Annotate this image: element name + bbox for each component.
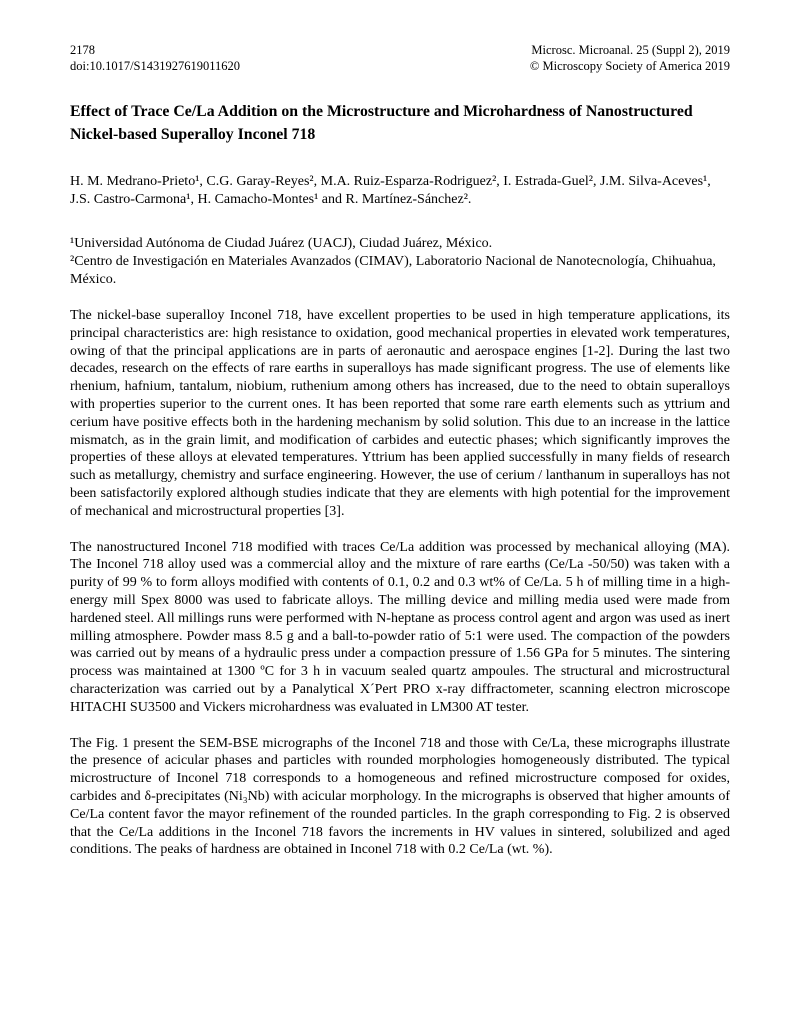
affiliation-1: ¹Universidad Autónoma de Ciudad Juárez (UACJ), Ciudad Juárez, México. [70, 236, 493, 251]
affiliation-2: ²Centro de Investigación en Materiales Avanzados (CIMAV), Laboratorio Nacional de Nanotecnología, Chihuahua, México. [70, 254, 716, 287]
copyright-notice: © Microscopy Society of America 2019 [529, 59, 730, 73]
header-left [70, 42, 240, 74]
paper-title: Effect of Trace Ce/La Addition on the Microstructure and Microhardness of Nanostructured Nickel-based Superalloy Inconel 718 [70, 103, 693, 143]
header-right [530, 42, 730, 74]
doi: doi:10.1017/S1431927619011620 [70, 59, 241, 73]
paragraph-results: The Fig. 1 present the SEM-BSE micrographs of the Inconel 718 and those with Ce/La, these micrographs illustrate the presence of acicular phases and particles with rounded morphologies homogeneously distributed. The typical microstructure of Inconel 718 corresponds to a homogeneous and refined microstructure composed for oxides, carbides and δ-precipitates (Ni₃Nb) with acicular morphology. In the micrographs is observed that higher amounts of Ce/La content favor the mayor refinement of the rounded particles. In the graph corresponding to Fig. 2 is observed that the Ce/La additions in the Inconel 718 favors the increments in HV values in sintered, solubilized and aged conditions. The peaks of hardness are obtained in Inconel 718 with 0.2 Ce/La (wt. %). [70, 735, 730, 858]
page-header [70, 42, 730, 74]
page-number: 2178 [70, 43, 95, 57]
paragraph-methods: The nanostructured Inconel 718 modified with traces Ce/La addition was processed by mechanical alloying (MA). The Inconel 718 alloy used was a commercial alloy and the mixture of rare earths (Ce/La -50/50) was taken with a purity of 99 % to form alloys modified with contents of 0.1, 0.2 and 0.3 wt% of Ce/La. 5 h of milling time in a high-energy mill Spex 8000 was used to fabricate alloys. The milling device and milling media used were made from hardened steel. All millings runs were performed with N-heptane as process control agent and argon was used as inert milling atmosphere. Powder mass 8.5 g and a ball-to-powder ratio of 5:1 were used. The compaction of the powders was carried out by means of a hydraulic press under a compaction pressure of 1.56 GPa for 5 minutes. The sintering process was maintained at 1300 ºC for 3 h in vacuum sealed quartz ampoules. The structural and microstructural characterization was carried out by a Panalytical X´Pert PRO x-ray diffractometer, scanning electron microscope HITACHI SU3500 and Vickers microhardness was evaluated in LM300 AT tester. [70, 539, 730, 715]
author-list: H. M. Medrano-Prieto¹, C.G. Garay-Reyes², M.A. Ruiz-Esparza-Rodriguez², I. Estrada-Guel², J.M. Silva-Aceves¹, J.S. Castro-Carmona¹, H. Camacho-Montes¹ and R. Martínez-Sánchez². [70, 174, 711, 207]
affiliations [70, 235, 730, 289]
paragraph-introduction: The nickel-base superalloy Inconel 718, have excellent properties to be used in high temperature applications, its principal characteristics are: high resistance to oxidation, good mechanical properties in elevated work temperatures, owing of that the principal applications are in parts of aeronautic and aerospace engines [1-2]. During the last two decades, research on the effects of rare earths in superalloys has made significant progress. The use of elements like rhenium, hafnium, tantalum, niobium, ruthenium among others has increased, due to the need to obtain superalloys with properties superior to the current ones. It has been reported that some rare earth elements such as yttrium and cerium have positive effects both in the hardening mechanism by solid solution. This due to an increase in the lattice mismatch, as in the grain limit, and modification of carbides and eutectic phases; which significantly improves the properties of these alloys at elevated temperatures. Yttrium has been applied successfully in many fields of research such as metallurgy, chemistry and surface engineering. However, the use of cerium / lanthanum in superalloys has not been satisfactorily explored although studies indicate that they are elements with high potential for the improvement of mechanical and microstructural properties [3]. [70, 308, 730, 519]
journal-reference: Microsc. Microanal. 25 (Suppl 2), 2019 [531, 43, 730, 57]
